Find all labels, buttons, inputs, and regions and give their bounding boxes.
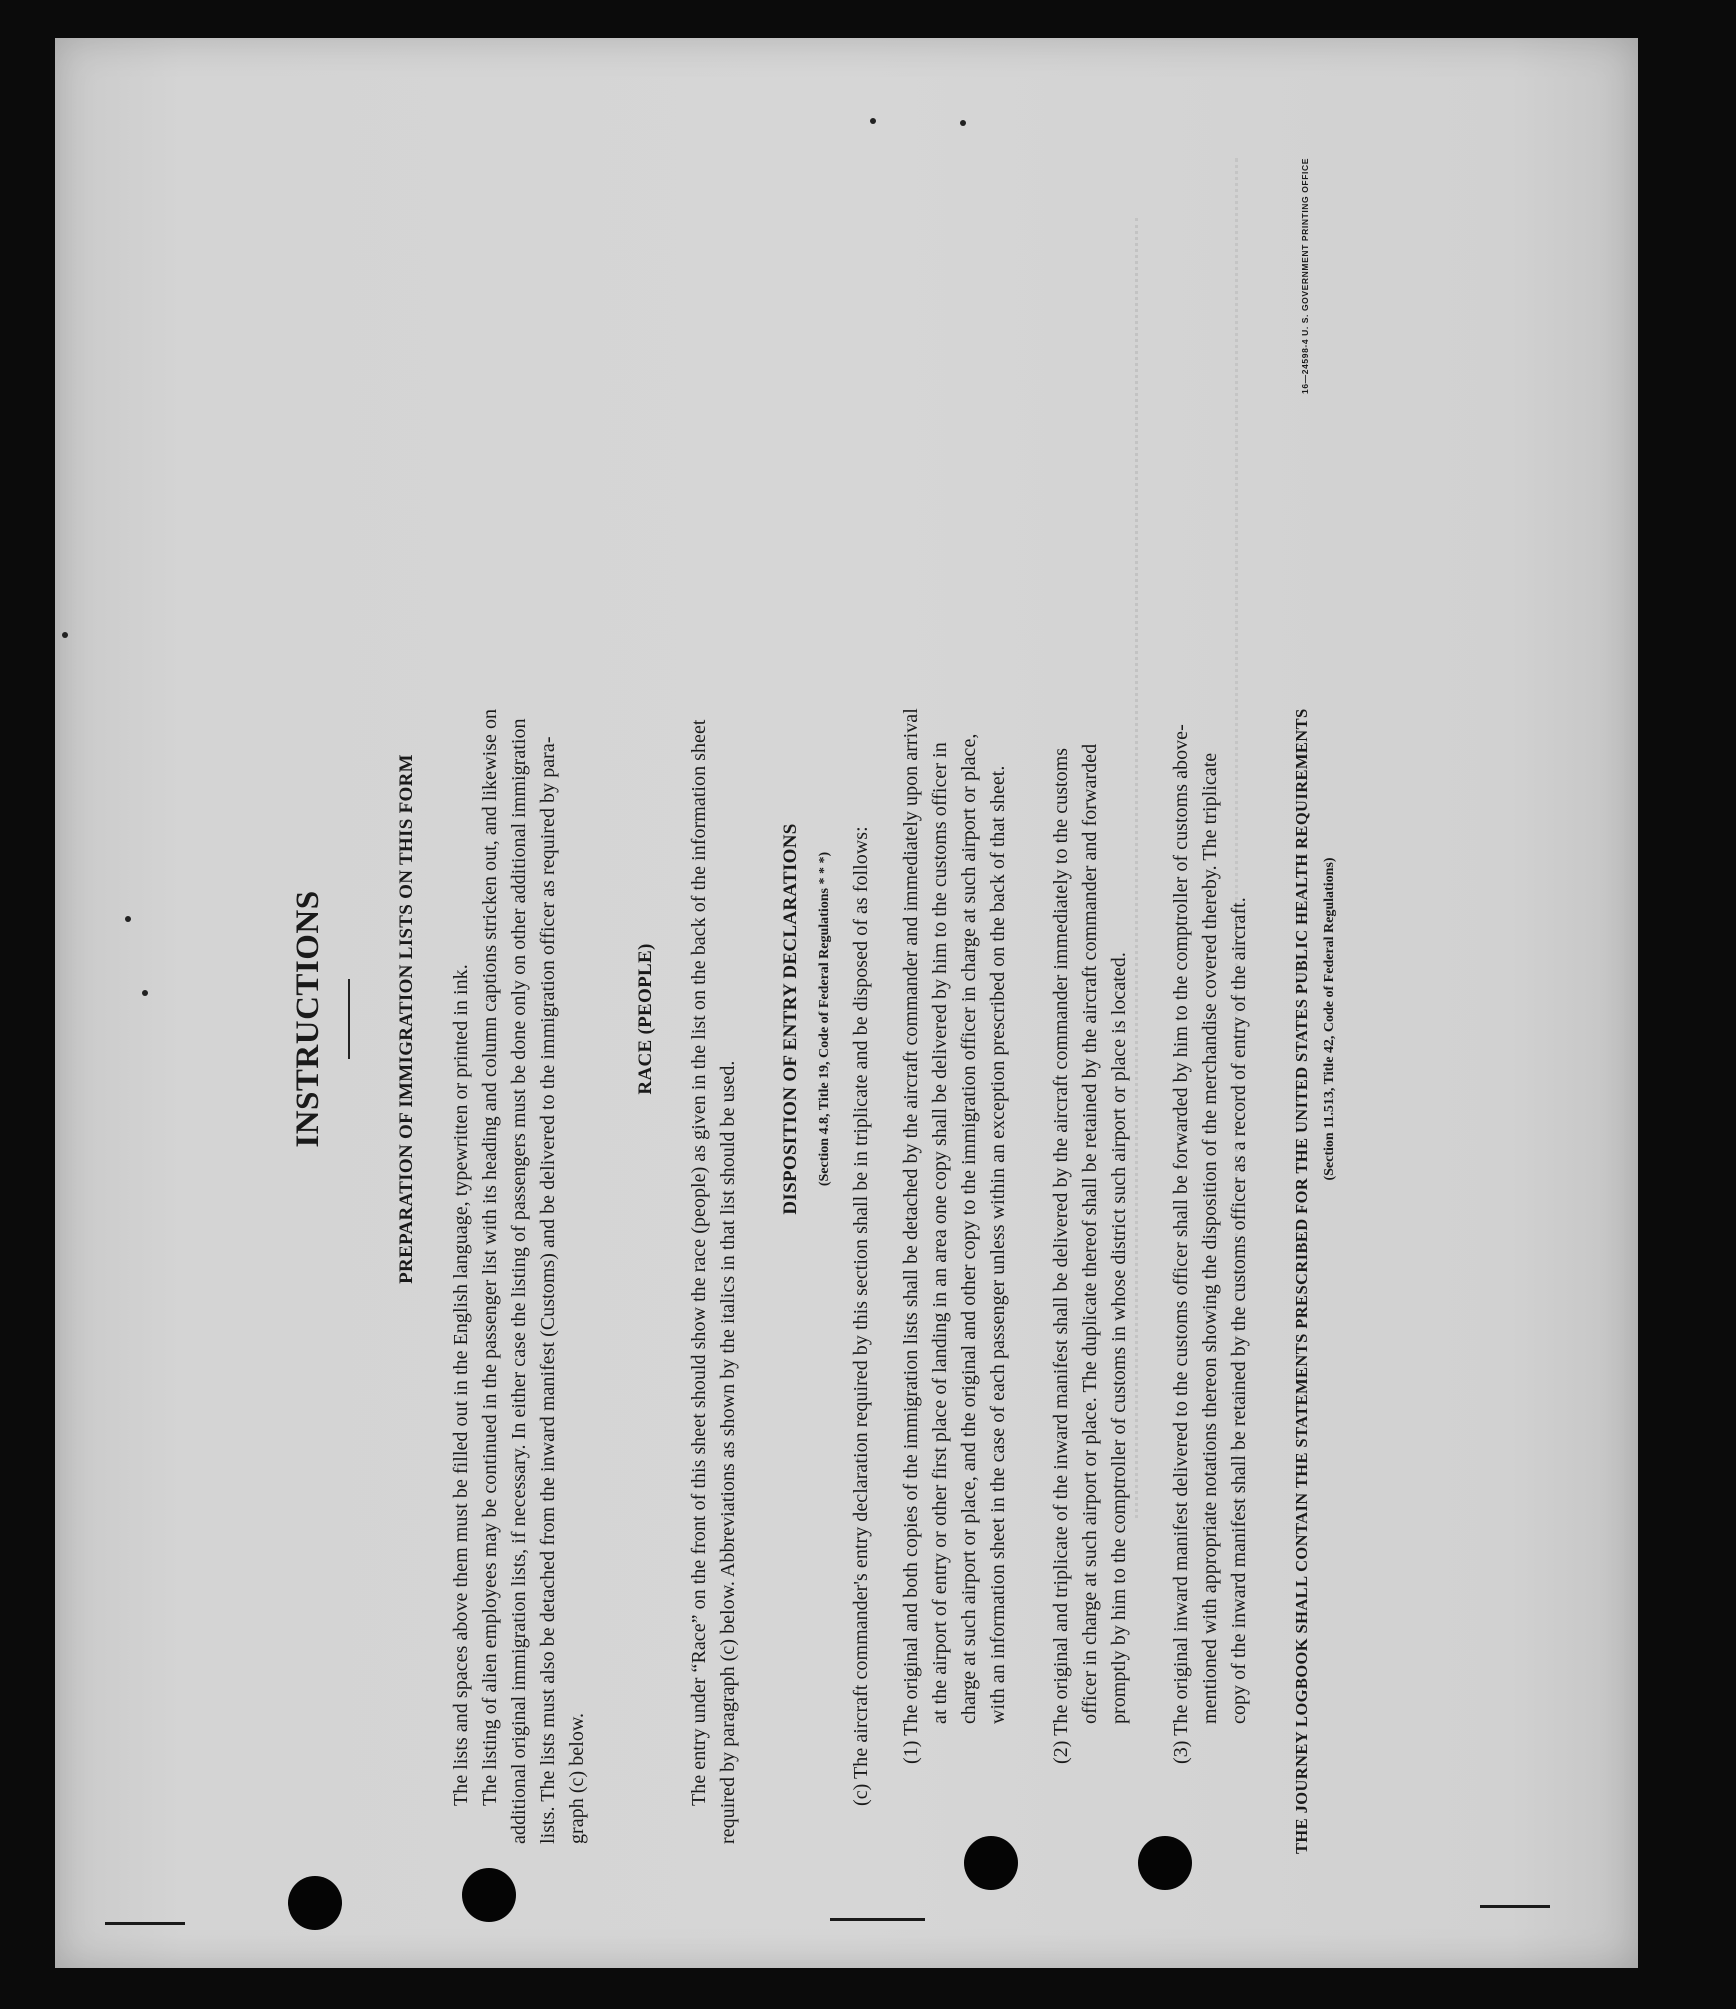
footer-statement: THE JOURNEY LOGBOOK SHALL CONTAIN THE STATEMENTS PRESCRIBED FOR THE UNITED STATES PUBLIC HEALTH REQUIREMENTS (1292, 708, 1311, 1854)
dust-speck (142, 990, 148, 996)
paragraph-line: The listing of alien employees may be continued in the passenger list with its heading and column captions stricken out, and likewise on (479, 708, 501, 1806)
scan-scratch (1480, 1905, 1550, 1908)
list-item-line: (1) The original and both copies of the immigration lists shall be detached by the aircraft commander and immediately upon arrival (900, 708, 922, 1764)
paragraph-line: The entry under “Race” on the front of this sheet should show the race (people) as given in the list on the back of the information sheet (688, 719, 710, 1806)
list-item-line: (2) The original and triplicate of the inward manifest shall be delivered by the aircraft commander immediately to the customs (1050, 747, 1072, 1764)
instructions-page (290, 158, 1370, 1854)
section-heading-disposition: DISPOSITION OF ENTRY DECLARATIONS (780, 823, 801, 1215)
list-item-line: at the airport of entry or other first place of landing in an area one copy shall be delivered by him to the customs officer in (929, 742, 951, 1724)
section-heading-preparation: PREPARATION OF IMMIGRATION LISTS ON THIS FORM (396, 754, 417, 1284)
title-underline (348, 979, 350, 1059)
paragraph-line: graph (c) below. (566, 1712, 588, 1844)
list-item-line: copy of the inward manifest shall be retained by the customs officer as a record of entry of the aircraft. (1228, 897, 1250, 1724)
scan-scratch (105, 1922, 185, 1925)
scan-scratch (830, 1918, 925, 1921)
paragraph-line: (c) The aircraft commander's entry declaration required by this section shall be in triplicate and be disposed of as follows: (850, 826, 872, 1806)
list-item-line: (3) The original inward manifest delivered to the customs officer shall be forwarded by him to the comptroller of customs above- (1170, 724, 1192, 1764)
paragraph-line: lists. The lists must also be detached from the inward manifest (Customs) and be delivered to the immigration officer as required by para- (537, 736, 559, 1844)
dust-speck (960, 120, 966, 126)
printer-imprint: 16—24598-4 U. S. GOVERNMENT PRINTING OFFICE (1300, 158, 1310, 394)
paragraph-line: The lists and spaces above them must be filled out in the English language, typewritten or printed in ink. (450, 964, 472, 1806)
list-item-line: promptly by him to the comptroller of customs in whose district such airport or place is located. (1108, 952, 1130, 1724)
footer-citation: (Section 11.513, Title 42, Code of Federal Regulations) (1322, 857, 1337, 1181)
punch-hole (462, 1868, 516, 1922)
punch-hole (288, 1876, 342, 1930)
dust-speck (125, 916, 131, 922)
section-heading-race: RACE (PEOPLE) (635, 943, 656, 1095)
list-item-line: with an information sheet in the case of each passenger unless within an exception prescribed on the back of that sheet. (987, 765, 1009, 1724)
list-item-line: mentioned with appropriate notations thereon showing the disposition of the merchandise covered thereby. The triplicate (1199, 752, 1221, 1724)
dust-speck (62, 632, 68, 638)
page-title: INSTRUCTIONS (290, 890, 326, 1148)
dust-speck (870, 118, 876, 124)
list-item-line: officer in charge at such airport or place. The duplicate thereof shall be retained by the aircraft commander and forwarded (1079, 743, 1101, 1724)
paragraph-line: additional original immigration lists, if necessary. In either case the listing of passengers must be done only on other additional immigration (508, 718, 530, 1844)
section-citation: (Section 4.8, Title 19, Code of Federal Regulations * * *) (817, 851, 832, 1187)
list-item-line: charge at such airport or place, and the original and other copy to the immigration officer in charge at such airport or place, (958, 733, 980, 1724)
paragraph-line: required by paragraph (c) below. Abbreviations as shown by the italics in that list should be used. (717, 1060, 739, 1844)
